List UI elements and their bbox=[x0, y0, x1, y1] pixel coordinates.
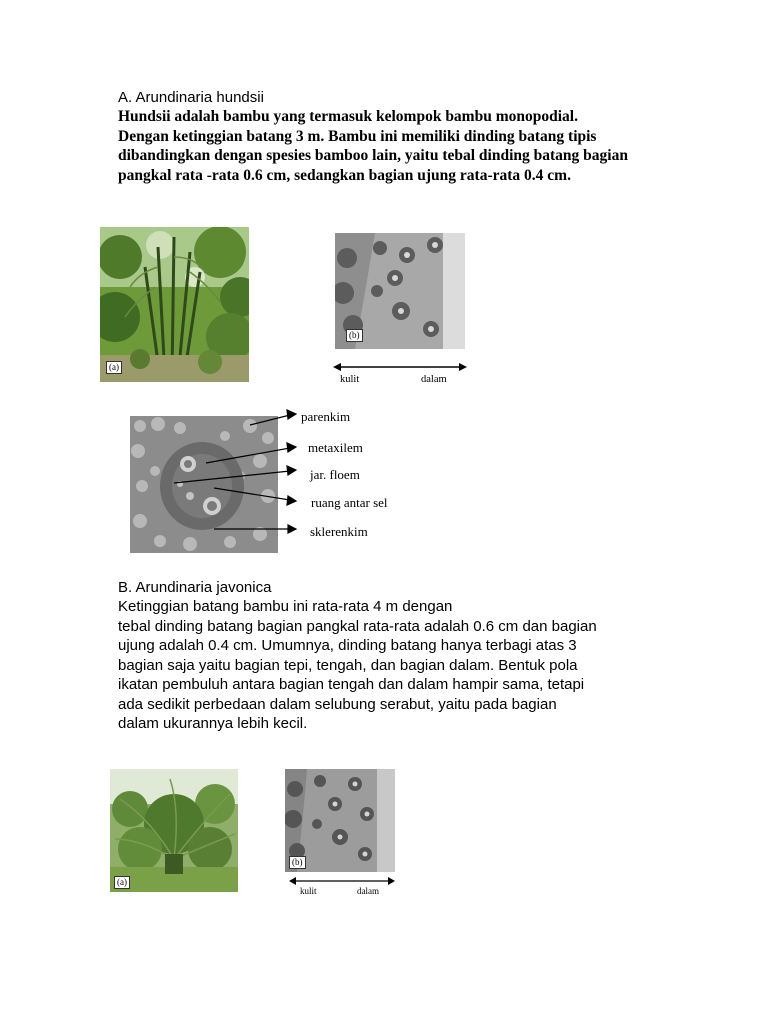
label-jar-floem: jar. floem bbox=[310, 467, 360, 482]
bamboo-javonica-photo bbox=[110, 769, 238, 892]
axis-label-kulit-b: kulit bbox=[300, 886, 317, 896]
label-parenkim: parenkim bbox=[301, 409, 351, 424]
label-metaxilem: metaxilem bbox=[308, 440, 363, 455]
axis-label-dalam-b: dalam bbox=[357, 886, 379, 896]
label-sklerenkim: sklerenkim bbox=[310, 524, 368, 539]
paragraph-line: dalam ukurannya lebih kecil. bbox=[118, 715, 308, 732]
figure-b-tag: (b) bbox=[346, 329, 363, 342]
bamboo-clump-photo bbox=[100, 227, 249, 382]
paragraph-line: pangkal rata -rata 0.6 cm, sedangkan bagian ujung rata-rata 0.4 cm. bbox=[118, 166, 571, 184]
label-ruang-antar-sel: ruang antar sel bbox=[311, 495, 388, 510]
paragraph-line: ikatan pembuluh antara bagian tengah dan dalam hampir sama, tetapi bbox=[118, 676, 585, 693]
paragraph-line: Ketinggian batang bambu ini rata-rata 4 m dengan bbox=[118, 598, 453, 615]
section-a-heading: A. Arundinaria hundsii bbox=[118, 89, 264, 106]
section-b-paragraph bbox=[118, 597, 678, 734]
section-b-heading: B. Arundinaria javonica bbox=[118, 579, 272, 596]
double-arrow-b bbox=[289, 876, 395, 886]
paragraph-line: Hundsii adalah bambu yang termasuk kelompok bambu monopodial. bbox=[118, 108, 578, 125]
anatomy-pointer-lines bbox=[170, 405, 310, 540]
paragraph-line: tebal dinding batang bagian pangkal rata-rata adalah 0.6 cm dan bagian bbox=[118, 617, 597, 635]
paragraph-line: bagian saja yaitu bagian tepi, tengah, dan bagian dalam. Bentuk pola bbox=[118, 656, 578, 674]
paragraph-line: dibandingkan dengan spesies bamboo lain, yaitu tebal dinding batang bagian bbox=[118, 147, 628, 164]
paragraph-line: Dengan ketinggian batang 3 m. Bambu ini memiliki dinding batang tipis bbox=[118, 127, 597, 145]
axis-label-kulit: kulit bbox=[340, 374, 360, 385]
axis-label-dalam: dalam bbox=[421, 374, 447, 385]
double-arrow bbox=[333, 362, 467, 372]
section-a-paragraph bbox=[118, 107, 678, 185]
paragraph-line: ujung adalah 0.4 cm. Umumnya, dinding batang hanya terbagi atas 3 bbox=[118, 637, 577, 654]
figure-a-tag-b: (a) bbox=[114, 876, 130, 889]
figure-b-tag-b: (b) bbox=[289, 856, 306, 869]
paragraph-line: ada sedikit perbedaan dalam selubung serabut, yaitu pada bagian bbox=[118, 695, 557, 713]
figure-a-tag: (a) bbox=[106, 361, 122, 374]
